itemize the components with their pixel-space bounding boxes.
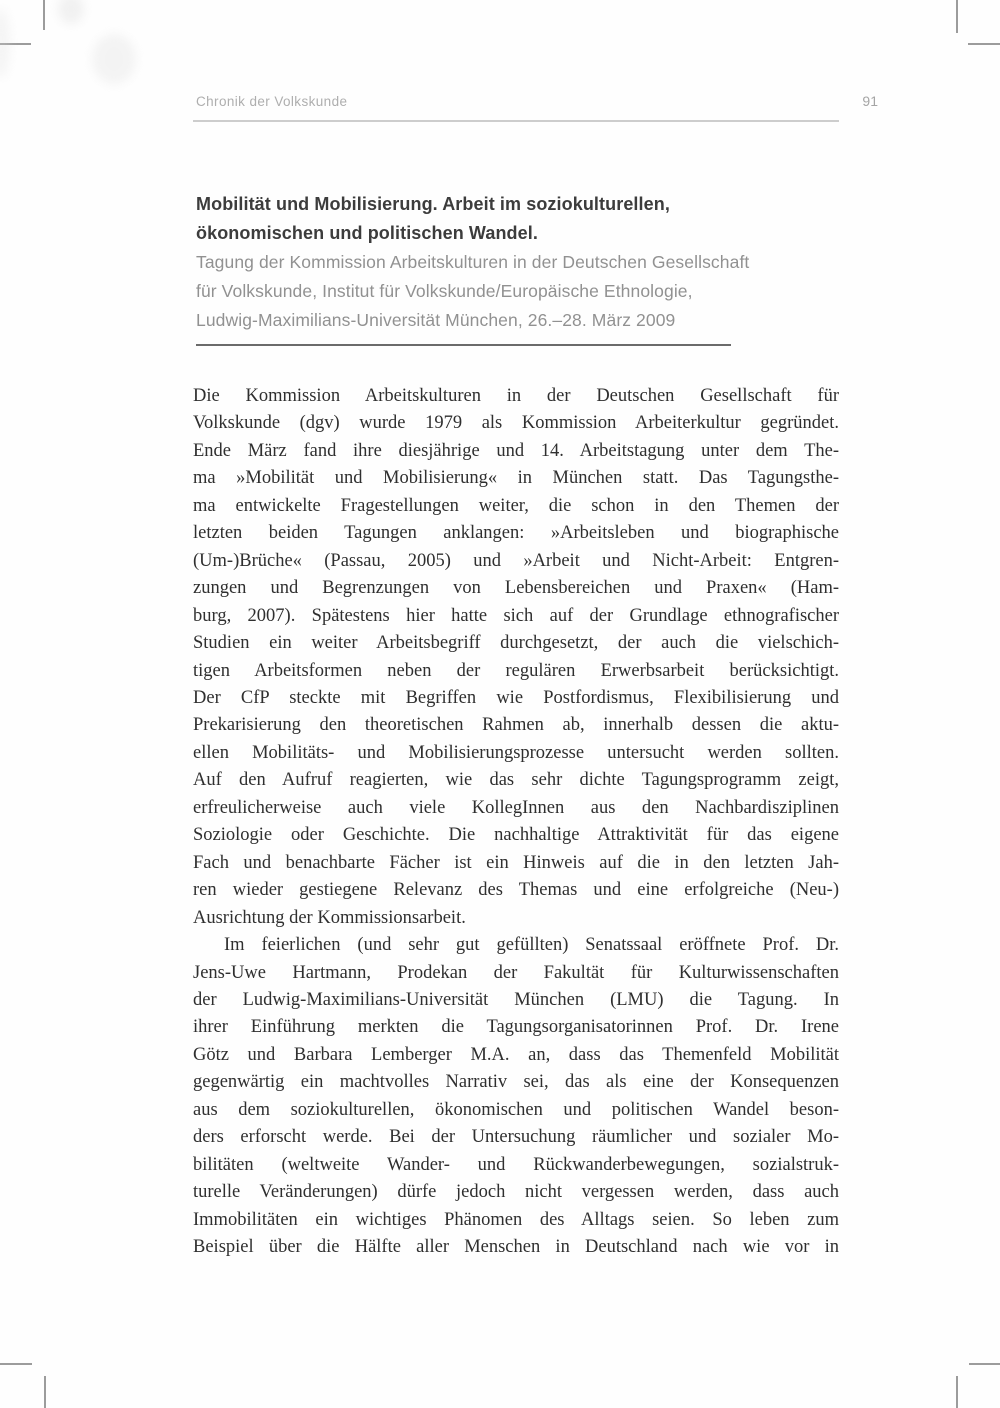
header-rule bbox=[193, 120, 839, 122]
body-line: ihrer Einführung merkten die Tagungsorganisatorinnen Prof. Dr. Irene bbox=[193, 1017, 839, 1038]
title-rule bbox=[196, 344, 731, 346]
body-line: Soziologie oder Geschichte. Die nachhaltige Attraktivität für das eigene bbox=[193, 825, 839, 846]
crop-mark-bottom-left-horizontal bbox=[0, 1363, 32, 1365]
body-text bbox=[193, 383, 839, 1262]
body-line: Ausrichtung der Kommissionsarbeit. bbox=[193, 907, 466, 928]
body-line: turelle Veränderungen) dürfe jedoch nicht vergessen werden, dass auch bbox=[193, 1182, 839, 1203]
body-line: Prekarisierung den theoretischen Rahmen ab, innerhalb dessen die aktu- bbox=[193, 715, 839, 736]
body-line: Fach und benachbarte Fächer ist ein Hinweis auf die in den letzten Jah- bbox=[193, 852, 839, 873]
article-title-line: ökonomischen und politischen Wandel. bbox=[196, 223, 538, 243]
paragraph bbox=[193, 383, 839, 932]
body-line: der Ludwig-Maximilians-Universität München (LMU) die Tagung. In bbox=[193, 989, 839, 1010]
body-line: Im feierlichen (und sehr gut gefüllten) Senatssaal eröffnete Prof. Dr. bbox=[224, 935, 839, 956]
body-line: burg, 2007). Spätestens hier hatte sich auf der Grundlage ethnografischer bbox=[193, 605, 839, 626]
article-title-block bbox=[196, 190, 846, 335]
article-title-line: Mobilität und Mobilisierung. Arbeit im soziokulturellen, bbox=[196, 194, 670, 214]
body-line: aus dem soziokulturellen, ökonomischen und politischen Wandel beson- bbox=[193, 1099, 839, 1120]
body-line: ren wieder gestiegene Relevanz des Themas und eine erfolgreiche (Neu-) bbox=[193, 880, 839, 901]
article-subtitle-line: Tagung der Kommission Arbeitskulturen in der Deutschen Gesellschaft bbox=[196, 252, 750, 272]
crop-mark-bottom-right-vertical bbox=[956, 1376, 958, 1408]
running-header-title: Chronik der Volkskunde bbox=[196, 94, 348, 109]
article-subtitle-line: für Volkskunde, Institut für Volkskunde/Europäische Ethnologie, bbox=[196, 281, 693, 301]
body-line: Der CfP steckte mit Begriffen wie Postfordismus, Flexibilisierung und bbox=[193, 687, 839, 708]
crop-mark-top-left-vertical bbox=[43, 0, 45, 30]
scan-artifact bbox=[0, 8, 10, 78]
body-line: letzten beiden Tagungen anklangen: »Arbeitsleben und biographische bbox=[193, 523, 839, 544]
body-line: Studien ein weiter Arbeitsbegriff durchgesetzt, der auch die vielschich- bbox=[193, 633, 839, 654]
scan-artifact bbox=[92, 34, 136, 84]
crop-mark-bottom-right-horizontal bbox=[969, 1363, 1000, 1365]
paragraph bbox=[193, 932, 839, 1261]
body-line: Götz und Barbara Lemberger M.A. an, dass das Themenfeld Mobilität bbox=[193, 1044, 839, 1065]
body-line: Volkskunde (dgv) wurde 1979 als Kommission Arbeiterkultur gegründet. bbox=[193, 413, 839, 434]
article-subtitle-line: Ludwig-Maximilians-Universität München, 26.–28. März 2009 bbox=[196, 310, 676, 330]
body-line: Auf den Aufruf reagierten, wie das sehr dichte Tagungsprogramm zeigt, bbox=[193, 770, 839, 791]
body-line: ders erforscht werde. Bei der Untersuchung räumlicher und sozialer Mo- bbox=[193, 1127, 839, 1148]
body-line: ma »Mobilität und Mobilisierung« in München statt. Das Tagungsthe- bbox=[193, 468, 839, 489]
body-line: Ende März fand ihre diesjährige und 14. Arbeitstagung unter dem The- bbox=[193, 440, 839, 461]
body-line: zungen und Begrenzungen von Lebensbereichen und Praxen« (Ham- bbox=[193, 578, 839, 599]
scan-artifact bbox=[58, 0, 84, 24]
body-line: ellen Mobilitäts- und Mobilisierungsprozesse untersucht werden sollten. bbox=[193, 742, 839, 763]
body-line: bilitäten (weltweite Wander- und Rückwanderbewegungen, sozialstruk- bbox=[193, 1154, 839, 1175]
crop-mark-bottom-left-vertical bbox=[44, 1376, 46, 1408]
body-line: tigen Arbeitsformen neben der regulären Erwerbsarbeit berücksichtigt. bbox=[193, 660, 839, 681]
body-line: Immobilitäten ein wichtiges Phänomen des Alltags seien. So leben zum bbox=[193, 1209, 839, 1230]
body-line: Jens-Uwe Hartmann, Prodekan der Fakultät für Kulturwissenschaften bbox=[193, 962, 839, 983]
body-line: Beispiel über die Hälfte aller Menschen in Deutschland nach wie vor in bbox=[193, 1237, 839, 1258]
body-line: Die Kommission Arbeitskulturen in der Deutschen Gesellschaft für bbox=[193, 386, 839, 406]
body-line: ma entwickelte Fragestellungen weiter, die schon in den Themen der bbox=[193, 495, 839, 516]
page-number: 91 bbox=[862, 93, 878, 109]
crop-mark-top-right-vertical bbox=[956, 0, 958, 33]
body-line: gegenwärtig ein machtvolles Narrativ sei, das als eine der Konsequenzen bbox=[193, 1072, 839, 1093]
body-line: erfreulicherweise auch viele KollegInnen aus den Nachbardisziplinen bbox=[193, 797, 839, 818]
crop-mark-top-right-horizontal bbox=[968, 43, 1000, 45]
body-line: (Um-)Brüche« (Passau, 2005) und »Arbeit und Nicht-Arbeit: Entgren- bbox=[193, 550, 839, 571]
